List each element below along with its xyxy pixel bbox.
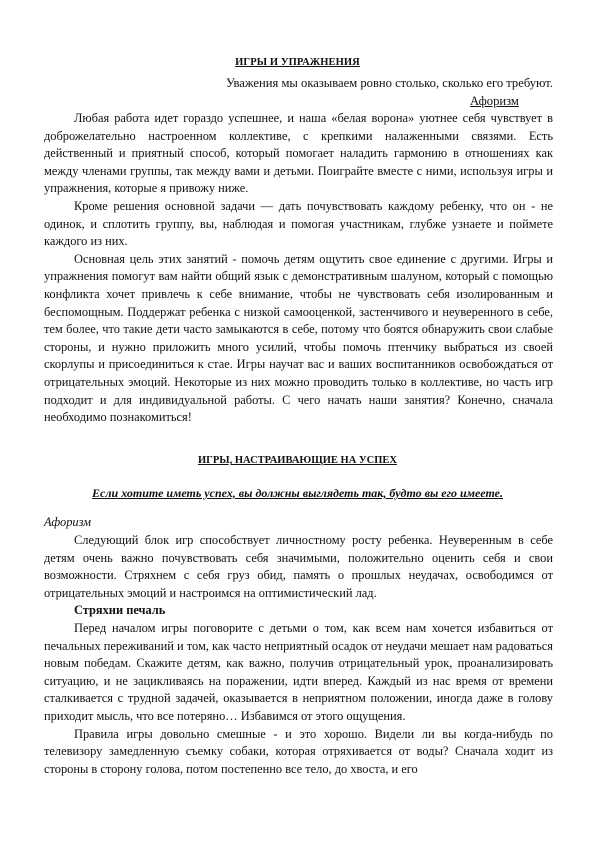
intro-paragraph: Любая работа идет гораздо успешнее, и наша «белая ворона» уютнее себя чувствует в доброжелательно настроенном коллективе, с крепкими налаженными связями. Есть действенный и приятный способ, который помогает наладить гармонию в отношениях как между членами группы, так между вами и детьми. Поиграйте вместе с ними, используя игры и упражнения, которые я привожу ниже. <box>44 111 553 196</box>
game-title: Стряхни печаль <box>74 603 166 618</box>
section-motto: Если хотите иметь успех, вы должны выглядеть так, будто вы его имеете. <box>92 486 503 500</box>
intro-paragraph: Кроме решения основной задачи — дать почувствовать каждому ребенку, что он - не одинок, и сплотить группу, вы, наблюдая и помогая участникам, глубже узнаете и поймете каждого из них. <box>44 198 553 249</box>
document-title: ИГРЫ И УПРАЖНЕНИЯ <box>235 57 360 68</box>
epigraph-author: Афоризм <box>470 94 519 108</box>
section-lead-paragraph: Следующий блок игр способствует личностному росту ребенка. Неуверенным в себе детям очень важно почувствовать себя значимыми, положительно оценить себя и свои возможности. Стряхнем с себя груз обид, память о прошлых неудачах, освободимся от отрицательных эмоций и настроимся на оптимистический лад. <box>44 533 553 600</box>
game-paragraph: Правила игры довольно смешные - и это хорошо. Видели ли вы когда-нибудь по телевизору замедленную съемку собаки, которая отряхивается от воды? Сначала ходит из стороны в сторону голова, потом постепенно все тело, до хвоста, и его <box>44 726 553 776</box>
game-paragraph: Перед началом игры поговорите с детьми о том, как всем нам хочется избавиться от печальных переживаний и том, как часто неприятный осадок от неудачи мешает нам радоваться новым победам. Скажите детям, как важно, получив отрицательный урок, проанализировать ситуацию, и не зацикливаясь на поражении, идти вперед. Каждый из нас время от времени сталкивается с трудной задачей, оказывается в неприятном положении, иногда даже в голову приходит мысль, что все потеряно… Избавимся от этого ощущения. <box>44 620 553 723</box>
intro-body <box>44 110 553 427</box>
motto-label: Афоризм <box>44 515 92 529</box>
epigraph-text: Уважения мы оказываем ровно столько, сколько его требуют. <box>226 76 553 90</box>
section-title: ИГРЫ, НАСТРАИВАЮЩИЕ НА УСПЕХ <box>198 455 397 466</box>
intro-paragraph: Основная цель этих занятий - помочь детям ощутить свое единение с другими. Игры и упражнения помогут вам найти общий язык с демонстративным шалуном, который с помощью конфликта хочет привлечь к себе внимание, чтобы не чувствовать себя изолированным и беспомощным. Поддержат ребенка с низкой самооценкой, застенчивого и неуверенного в себе, тем более, что такие дети часто замыкаются в себе, потому что боятся обнаружить свои слабые стороны, и нужно приложить много усилий, чтобы помочь птенчику выбраться из своей скорлупы и присоединиться к стае. Игры научат вас и ваших воспитанников освобождаться от отрицательных эмоций. Некоторые из них можно проводить только в коллективе, но часть игр подходит и для индивидуальной работы. С чего начать наши занятия? Конечно, сначала необходимо познакомиться! <box>44 251 553 425</box>
section-body <box>44 532 553 778</box>
